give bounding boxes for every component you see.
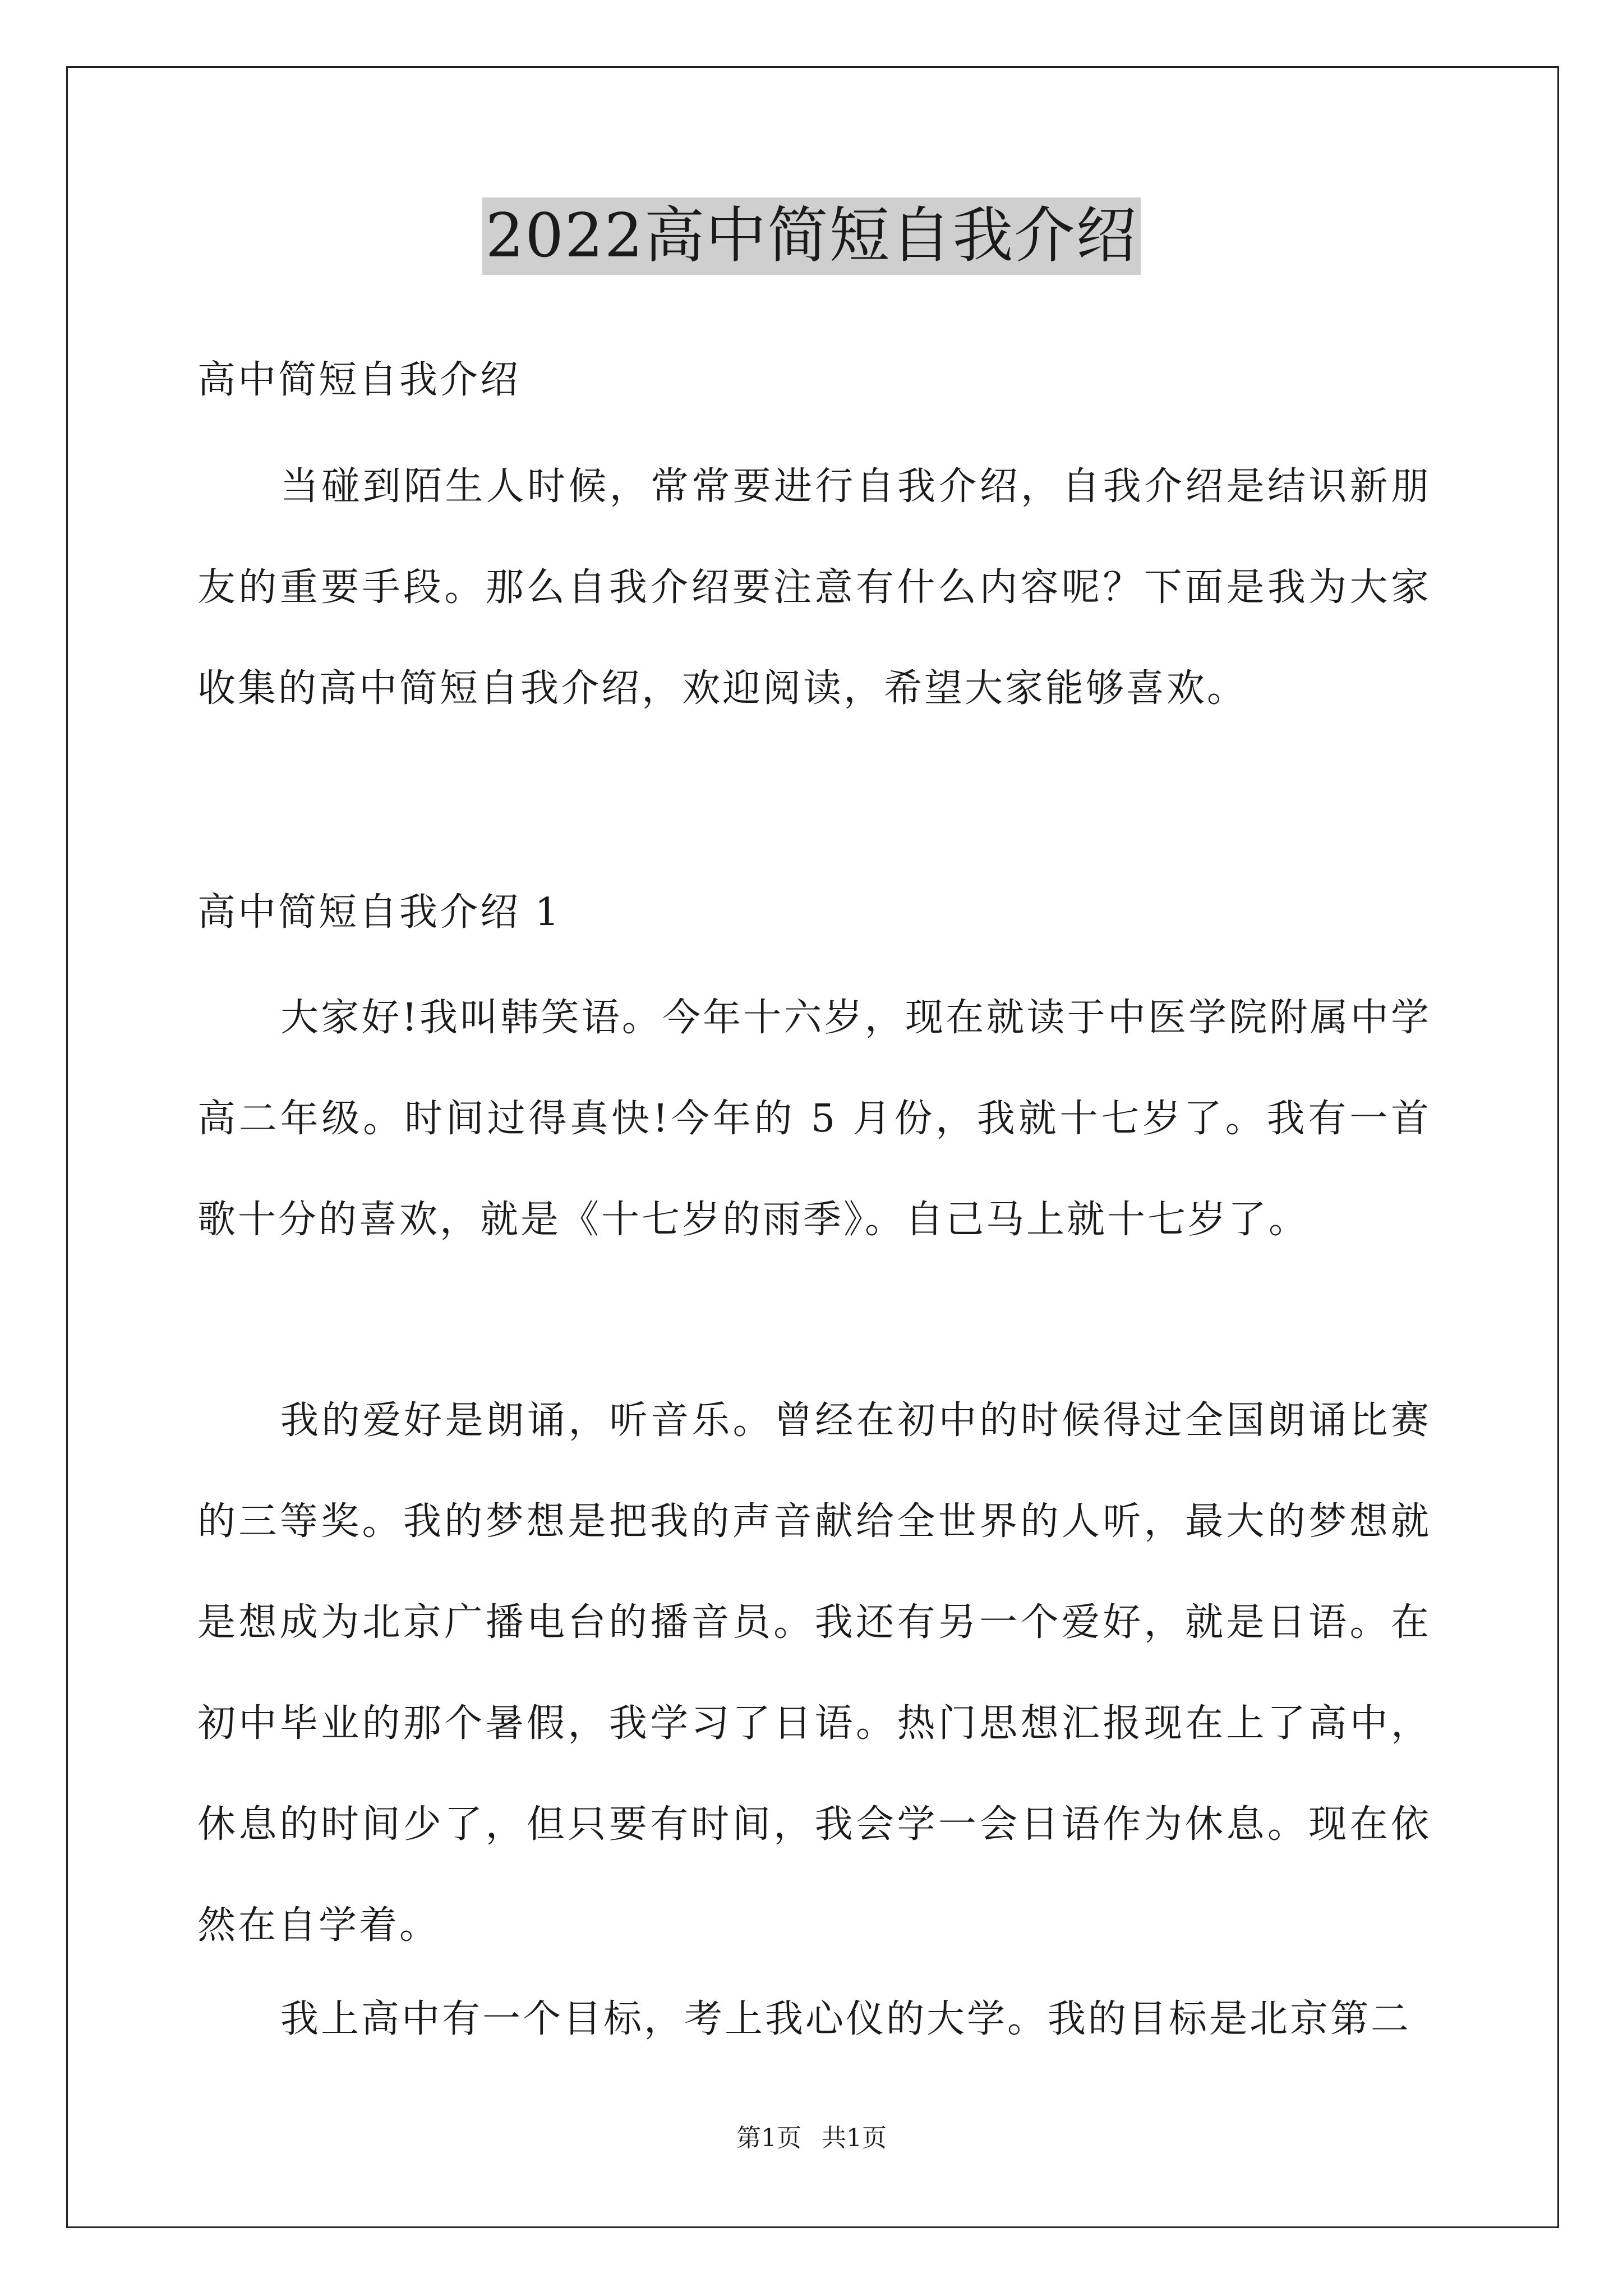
intro-paragraph: 当碰到陌生人时候，常常要进行自我介绍，自我介绍是结识新朋友的重要手段。那么自我介绍要注意有什么内容呢？下面是我为大家收集的高中简短自我介绍，欢迎阅读，希望大家能够喜欢。 (197, 464, 1431, 711)
title-container (0, 197, 1623, 275)
page-total: 共1页 (822, 2124, 887, 2152)
section-heading: 高中简短自我介绍 1 (197, 890, 561, 935)
body-paragraph-3: 我上高中有一个目标，考上我心仪的大学。我的目标是北京第二 (280, 1997, 1412, 2041)
page-footer (0, 2123, 1623, 2154)
intro-heading: 高中简短自我介绍 (197, 358, 521, 402)
document-title: 2022高中简短自我介绍 (482, 197, 1141, 275)
body-paragraph-1: 大家好!我叫韩笑语。今年十六岁，现在就读于中医学院附属中学高二年级。时间过得真快!今年的 5 月份，我就十七岁了。我有一首歌十分的喜欢，就是《十七岁的雨季》。自己马上就十七岁了。 (197, 996, 1431, 1242)
page-number: 第1页 (736, 2124, 801, 2152)
body-paragraph-2: 我的爱好是朗诵，听音乐。曾经在初中的时候得过全国朗诵比赛的三等奖。我的梦想是把我的声音献给全世界的人听，最大的梦想就是想成为北京广播电台的播音员。我还有另一个爱好，就是日语。在初中毕业的那个暑假，我学习了日语。热门思想汇报现在上了高中，休息的时间少了，但只要有时间，我会学一会日语作为休息。现在依然在自学着。 (197, 1398, 1431, 1948)
